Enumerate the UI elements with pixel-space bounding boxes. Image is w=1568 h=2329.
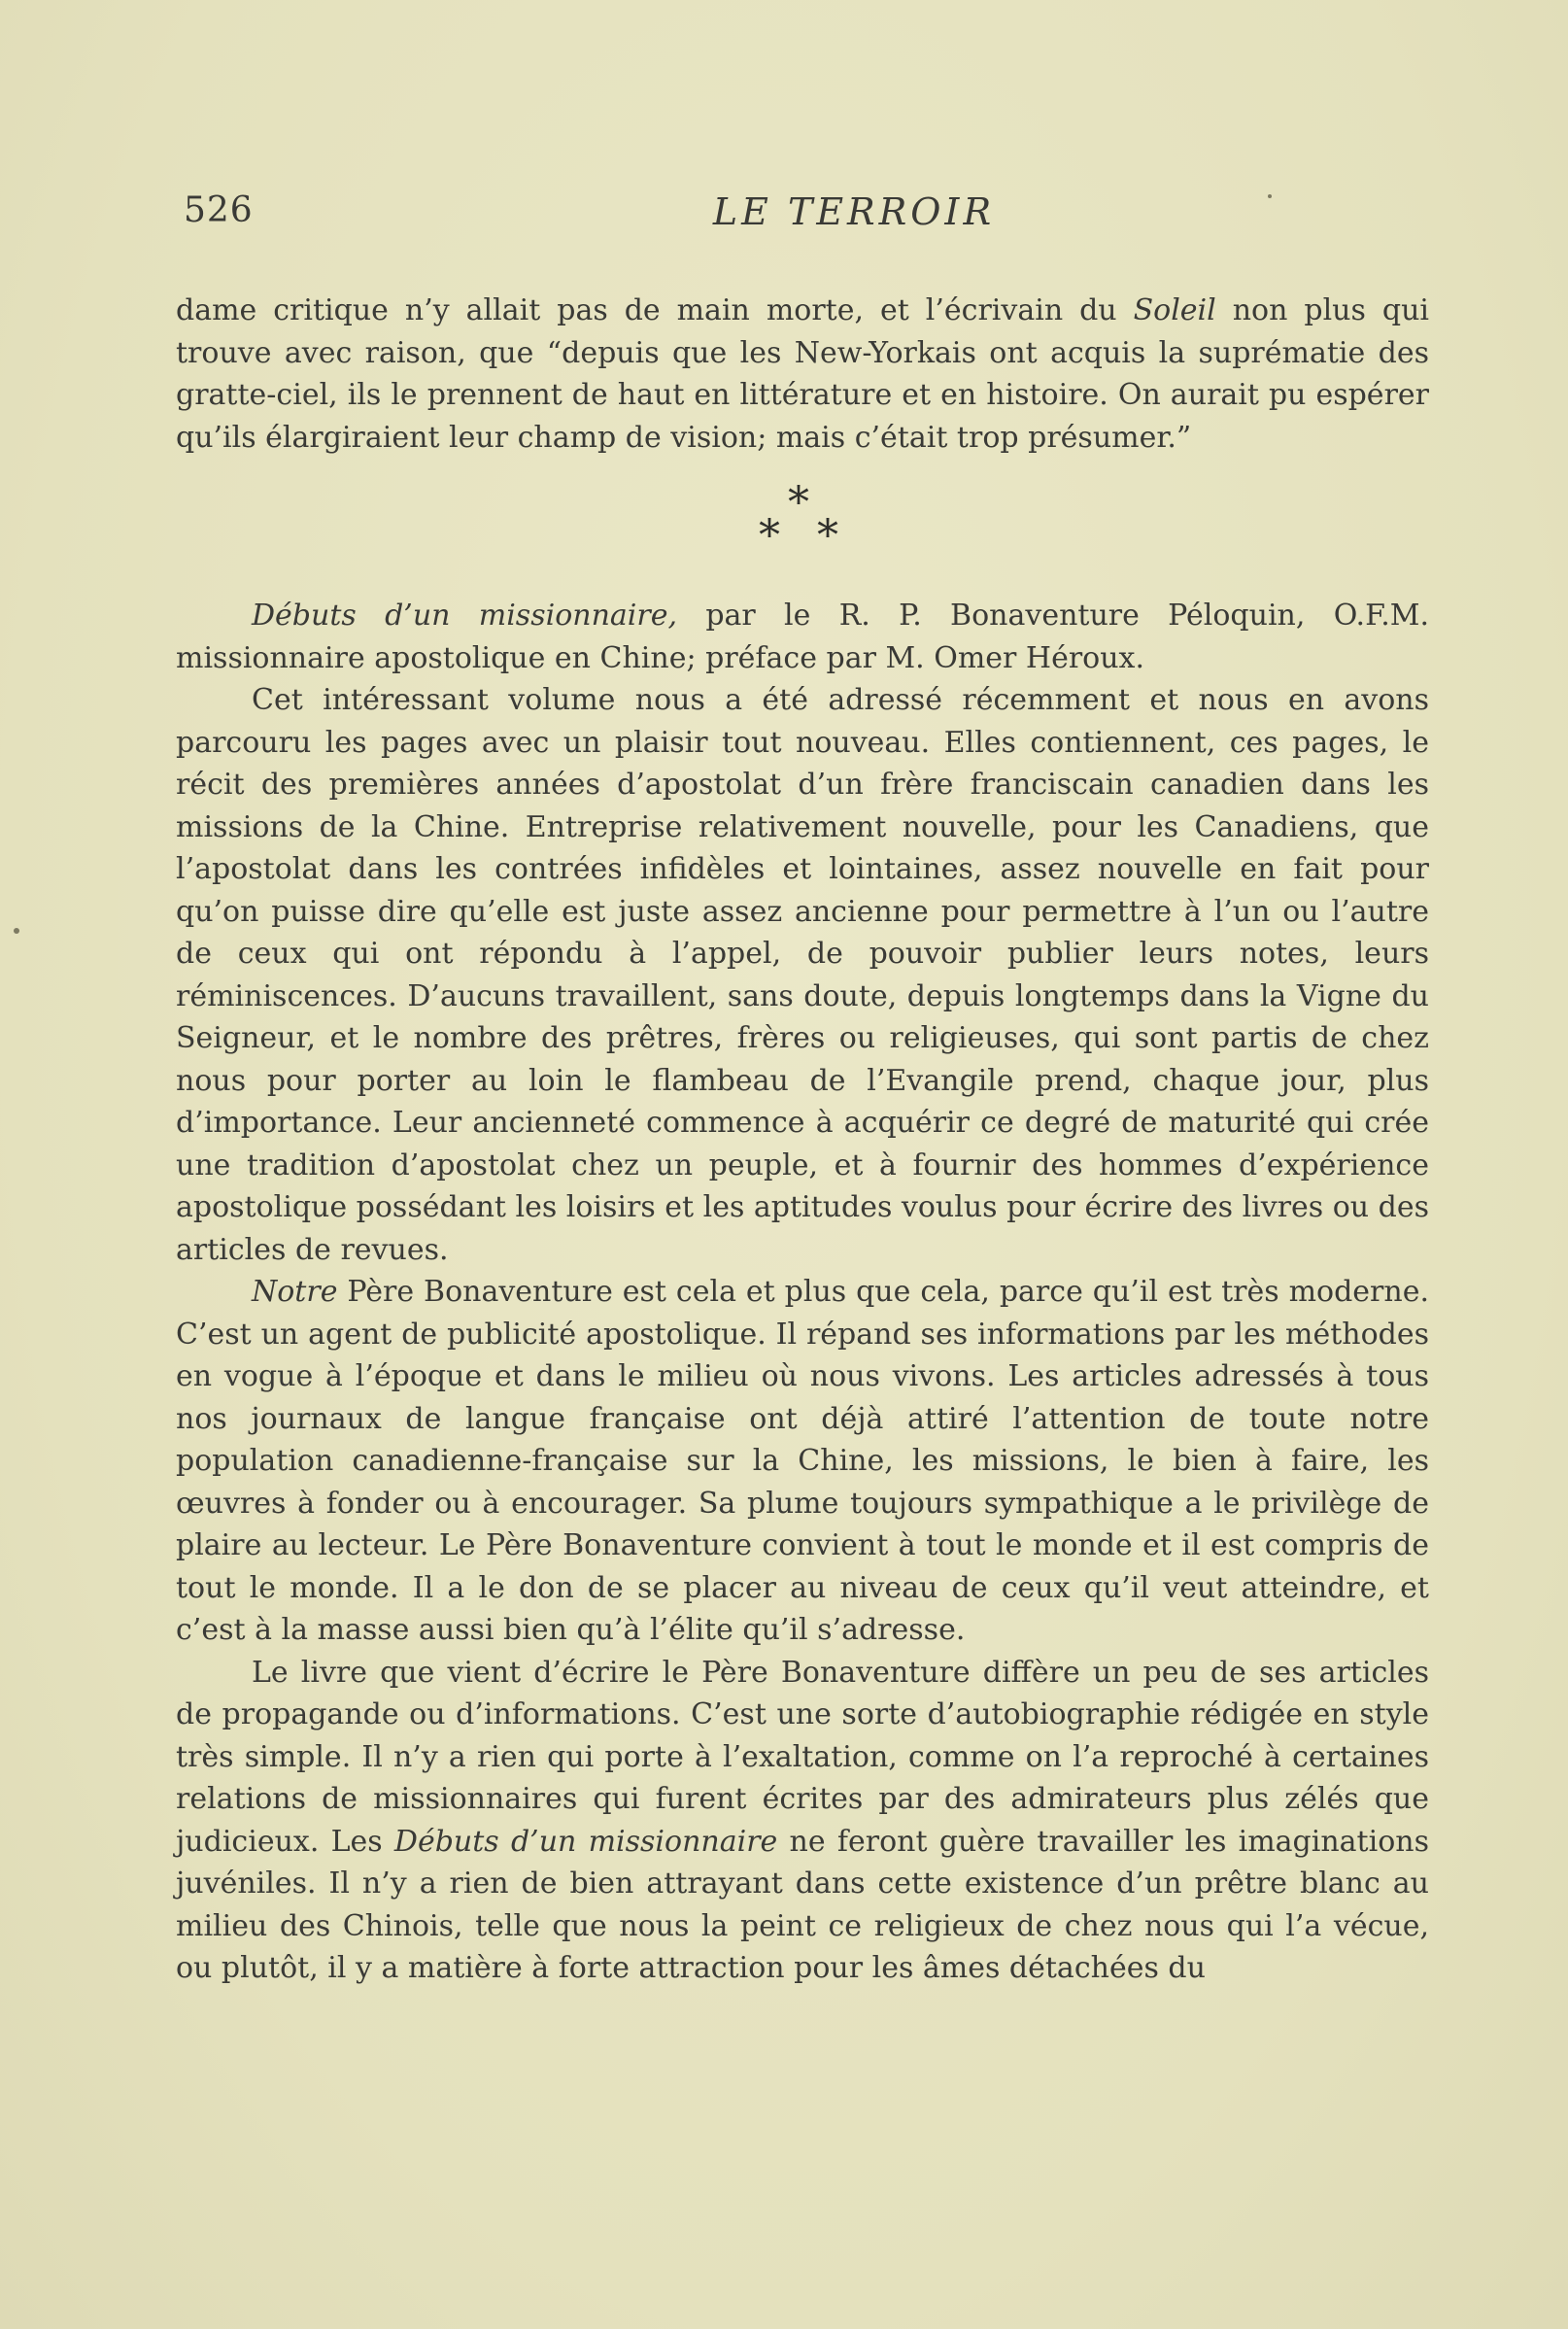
- paragraph-1-italic: Soleil: [1133, 293, 1216, 327]
- paragraph-5-text-b: ne feront guère travailler les imaginations juvéniles. Il n’y a rien de bien attrayant dans cette existence d’un prêtre blanc au milieu des Chinois, telle que nous la peint ce religieux de chez nous qui l’a vécue, ou plutôt, il y a matière à forte attraction pour les âmes détachées du: [176, 1824, 1429, 1985]
- paragraph-1: [176, 290, 1429, 459]
- paragraph-4-italic: Notre: [252, 1275, 338, 1309]
- margin-speck: [14, 928, 19, 934]
- page-body: [176, 290, 1429, 1990]
- paragraph-4: [176, 1271, 1429, 1652]
- paragraph-1-text-b: non plus qui trouve avec raison, que “depuis que les New-Yorkais ont acquis la suprématie des gratte-ciel, ils le prennent de haut en littérature et en histoire. On aurait pu espérer qu’ils élargiraient leur champ de vision; mais c’était trop présumer.”: [176, 293, 1429, 455]
- paragraph-3-text: Cet intéressant volume nous a été adressé récemment et nous en avons parcouru les pages avec un plaisir tout nouveau. Elles contiennent, ces pages, le récit des premières années d’apostolat d’un frère franciscain canadien dans les missions de la Chine. Entreprise relativement nouvelle, pour les Canadiens, que l’apostolat dans les contrées infidèles et lointaines, assez nouvelle en fait pour qu’on puisse dire qu’elle est juste assez ancienne pour permettre à l’un ou l’autre de ceux qui ont répondu à l’appel, de pouvoir publier leurs notes, leurs réminiscences. D’aucuns travaillent, sans doute, depuis longtemps dans la Vigne du Seigneur, et le nombre des prêtres, frères ou religieuses, qui sont partis de chez nous pour porter au loin le flambeau de l’Evangile prend, chaque jour, plus d’importance. Leur ancienneté commence à acquérir ce degré de maturité qui crée une tradition d’apostolat chez un peuple, et à fournir des hommes d’expérience apostolique possédant les loisirs et les aptitudes voulus pour écrire des livres ou des articles de revues.: [176, 683, 1429, 1267]
- book-citation: [176, 595, 1429, 679]
- book-title: Débuts d’un missionnaire,: [252, 599, 678, 633]
- page-number: 526: [184, 190, 254, 230]
- book-citation-text: par le R. P. Bonaventure Péloquin, O.F.M. missionnaire apostolique en Chine; préface par M. Omer Héroux.: [176, 599, 1430, 675]
- paragraph-5-text-a: Le livre que vient d’écrire le Père Bonaventure diffère un peu de ses articles de propagande ou d’informations. C’est une sorte d’autobiographie rédigée en style très simple. Il n’y a rien qui porte à l’exaltation, comme on l’a reproché à certaines relations de missionnaires qui furent écrites par des admirateurs plus zélés que judicieux. Les: [176, 1655, 1429, 1859]
- separator-star-left: *: [759, 511, 780, 561]
- separator-star-right: *: [817, 511, 838, 561]
- paragraph-5-italic: Débuts d’un missionnaire: [393, 1824, 778, 1859]
- separator-star-top: *: [788, 478, 809, 528]
- running-title: LE TERROIR: [712, 190, 996, 233]
- paragraph-1-text-a: dame critique n’y allait pas de main morte, et l’écrivain du: [176, 293, 1134, 327]
- paragraph-4-text: Père Bonaventure est cela et plus que cela, parce qu’il est très moderne. C’est un agent de publicité apostolique. Il répand ses informations par les méthodes en vogue à l’époque et dans le milieu où nous vivons. Les articles adressés à tous nos journaux de langue française ont déjà attiré l’attention de toute notre population canadienne-française sur la Chine, les missions, le bien à faire, les œuvres à fonder ou à encourager. Sa plume toujours sympathique a le privilège de plaire au lecteur. Le Père Bonaventure convient à tout le monde et il est compris de tout le monde. Il a le don de se placer au niveau de ceux qu’il veut atteindre, et c’est à la masse aussi bien qu’à l’élite qu’il s’adresse.: [176, 1275, 1429, 1647]
- paragraph-3: [176, 679, 1429, 1271]
- section-separator: [176, 459, 1429, 595]
- paragraph-5: [176, 1652, 1429, 1990]
- margin-speck: [1268, 194, 1272, 198]
- page-header: [184, 190, 1437, 245]
